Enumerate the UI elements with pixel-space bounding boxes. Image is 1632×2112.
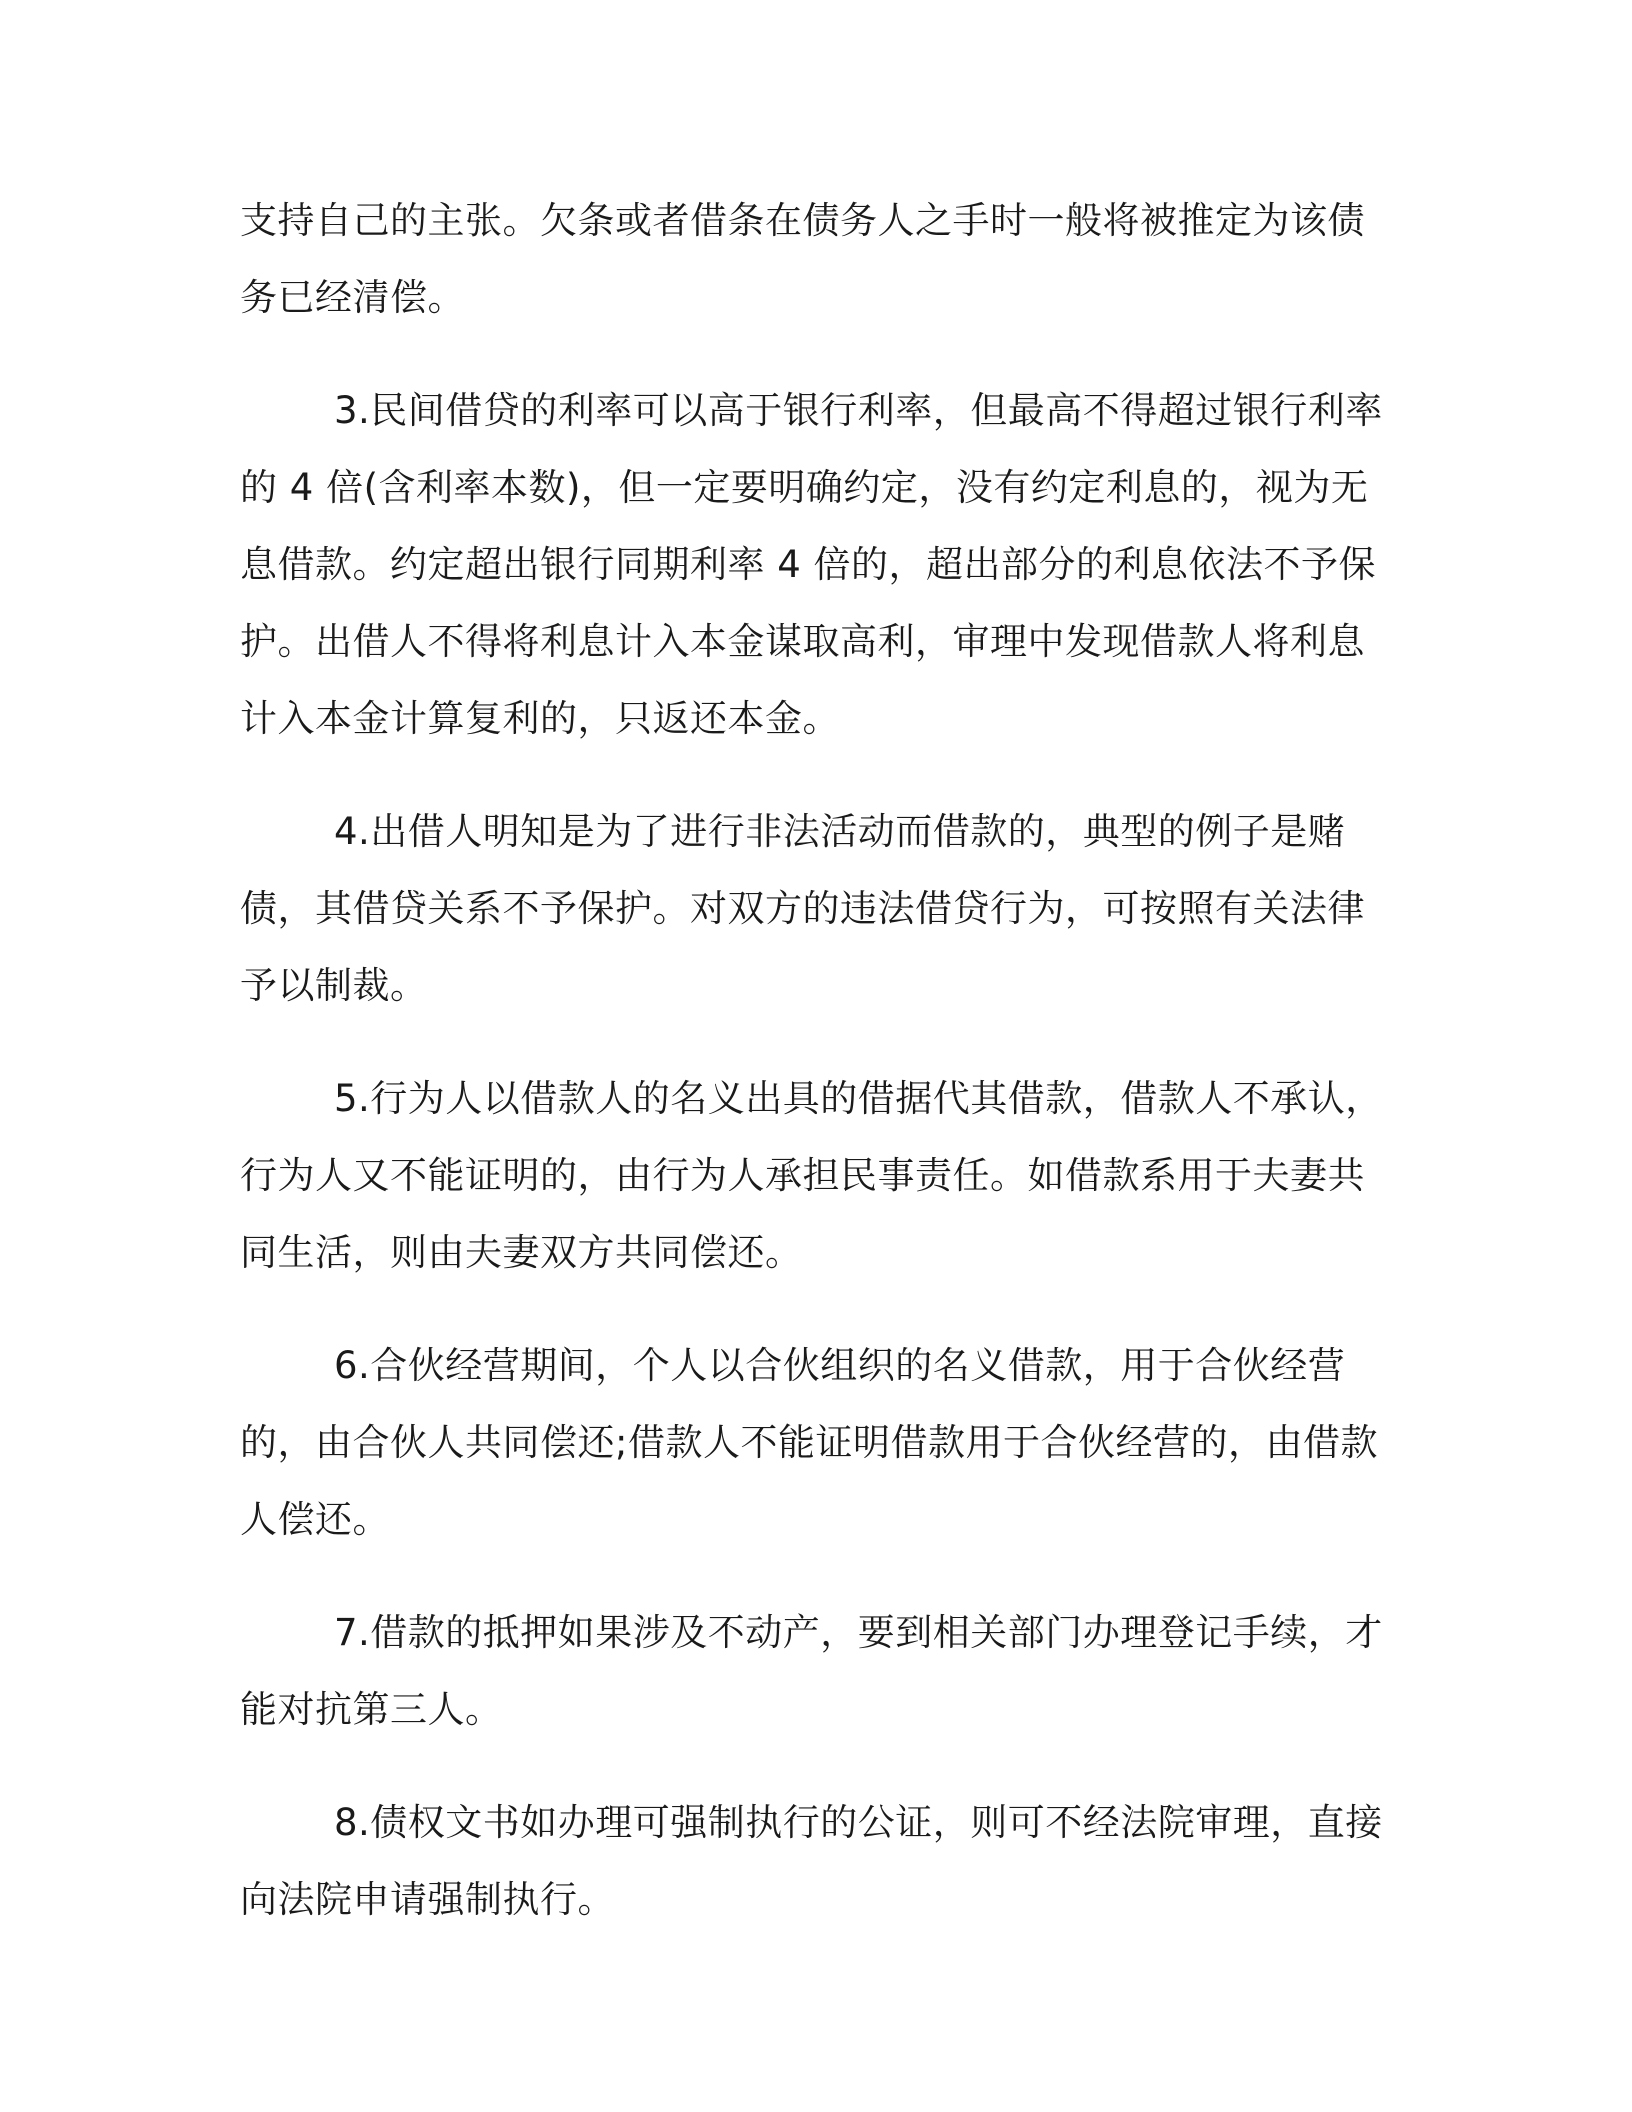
document-body	[240, 182, 1400, 1974]
paragraph-item-6: 6.合伙经营期间，个人以合伙组织的名义借款，用于合伙经营的，由合伙人共同偿还;借款人不能证明借款用于合伙经营的，由借款人偿还。	[240, 1344, 1378, 1541]
paragraph-item-5: 5.行为人以借款人的名义出具的借据代其借款，借款人不承认，行为人又不能证明的，由行为人承担民事责任。如借款系用于夫妻共同生活，则由夫妻双方共同偿还。	[240, 1077, 1383, 1274]
paragraph-item-4: 4.出借人明知是为了进行非法活动而借款的，典型的例子是赌债，其借贷关系不予保护。对双方的违法借贷行为，可按照有关法律予以制裁。	[240, 810, 1365, 1007]
paragraph-item-3: 3.民间借贷的利率可以高于银行利率，但最高不得超过银行利率的 4 倍(含利率本数)，但一定要明确约定，没有约定利息的，视为无息借款。约定超出银行同期利率 4 倍的，超出部分的利息依法不予保护。出借人不得将利息计入本金谋取高利，审理中发现借款人将利息计入本金计算复利的，只返还本金。	[240, 389, 1383, 740]
paragraph-item-8: 8.债权文书如办理可强制执行的公证，则可不经法院审理，直接向法院申请强制执行。	[240, 1801, 1383, 1921]
paragraph-continuation: 支持自己的主张。欠条或者借条在债务人之手时一般将被推定为该债务已经清偿。	[240, 199, 1365, 319]
paragraph-item-7: 7.借款的抵押如果涉及不动产，要到相关部门办理登记手续，才能对抗第三人。	[240, 1611, 1383, 1731]
